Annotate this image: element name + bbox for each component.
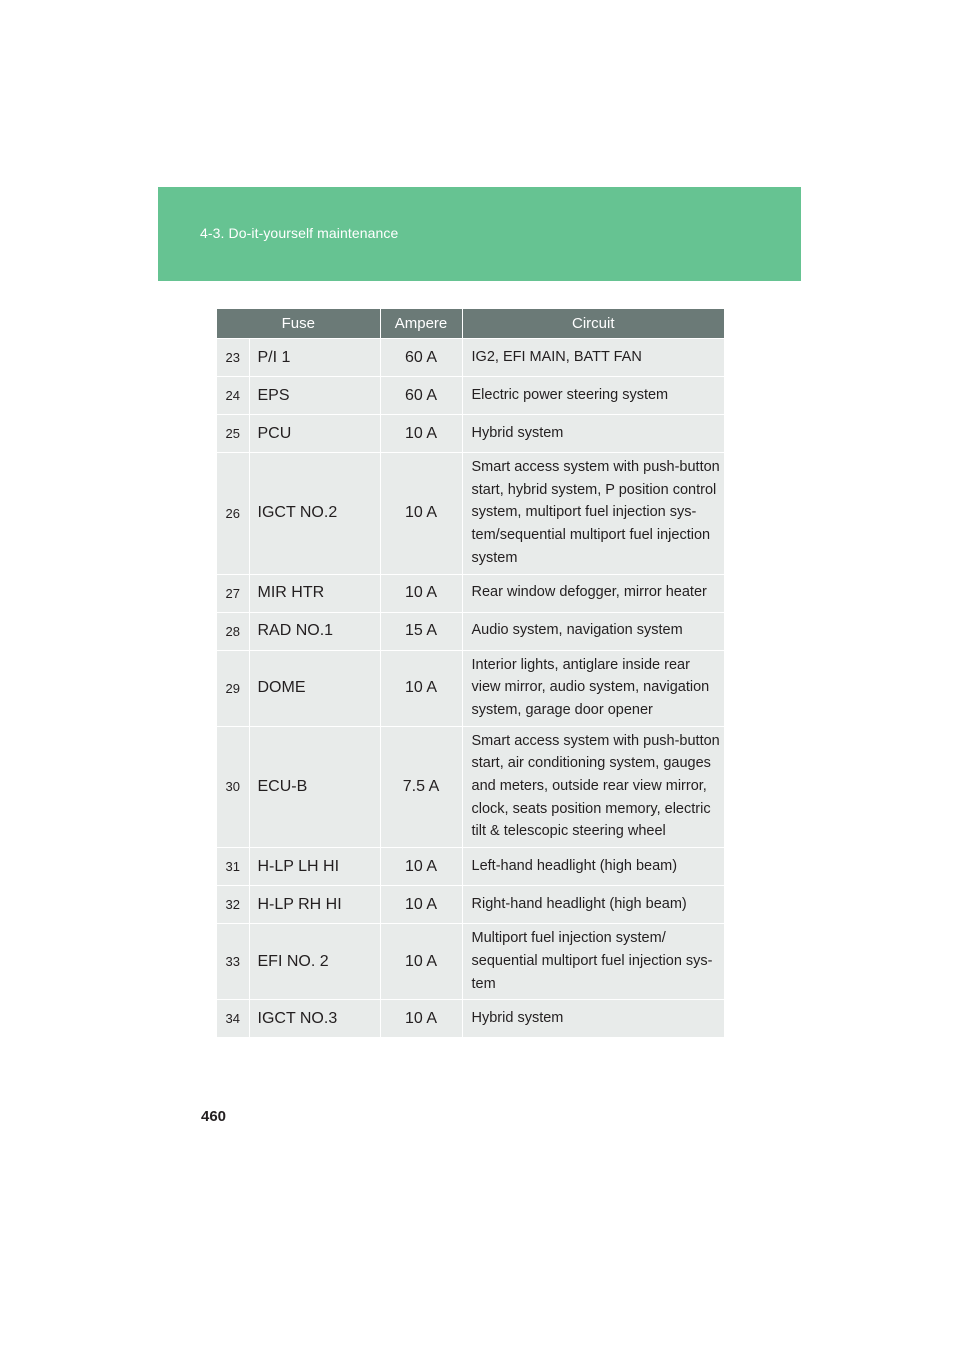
fuse-ampere: 10 A [380, 574, 462, 612]
fuse-number: 34 [217, 1000, 249, 1038]
table-row [217, 886, 724, 924]
fuse-name: EPS [249, 377, 380, 415]
fuse-number: 29 [217, 650, 249, 726]
fuse-name: RAD NO.1 [249, 612, 380, 650]
fuse-number: 31 [217, 848, 249, 886]
fuse-name: P/I 1 [249, 339, 380, 377]
fuse-circuit: Hybrid system [462, 1000, 724, 1038]
fuse-number: 23 [217, 339, 249, 377]
fuse-name: ECU-B [249, 726, 380, 848]
fuse-circuit: IG2, EFI MAIN, BATT FAN [462, 339, 724, 377]
fuse-circuit: Audio system, navigation system [462, 612, 724, 650]
fuse-ampere: 10 A [380, 453, 462, 575]
table-row [217, 612, 724, 650]
table-row [217, 415, 724, 453]
fuse-circuit: Right-hand headlight (high beam) [462, 886, 724, 924]
fuse-circuit: Interior lights, antiglare inside rear view mirror, audio system, navigation system, garage door opener [462, 650, 724, 726]
fuse-circuit: Rear window defogger, mirror heater [462, 574, 724, 612]
table-row [217, 339, 724, 377]
fuse-name: EFI NO. 2 [249, 924, 380, 1000]
fuse-name: H-LP LH HI [249, 848, 380, 886]
fuse-table [217, 309, 724, 1037]
fuse-number: 27 [217, 574, 249, 612]
section-header-band [158, 187, 801, 281]
fuse-number: 28 [217, 612, 249, 650]
page-number: 460 [201, 1108, 227, 1125]
fuse-ampere: 10 A [380, 415, 462, 453]
fuse-ampere: 15 A [380, 612, 462, 650]
fuse-name: IGCT NO.2 [249, 453, 380, 575]
fuse-number: 26 [217, 453, 249, 575]
fuse-circuit: Multiport fuel injection system/ sequential multiport fuel injection sys-tem [462, 924, 724, 1000]
fuse-name: DOME [249, 650, 380, 726]
table-row [217, 453, 724, 575]
column-header-ampere: Ampere [380, 309, 462, 339]
fuse-number: 32 [217, 886, 249, 924]
fuse-circuit: Hybrid system [462, 415, 724, 453]
fuse-number: 30 [217, 726, 249, 848]
fuse-ampere: 10 A [380, 650, 462, 726]
column-header-fuse: Fuse [217, 309, 380, 339]
table-row [217, 1000, 724, 1038]
column-header-circuit: Circuit [462, 309, 724, 339]
fuse-ampere: 10 A [380, 924, 462, 1000]
fuse-circuit: Left-hand headlight (high beam) [462, 848, 724, 886]
section-title: 4-3. Do-it-yourself maintenance [200, 225, 399, 241]
fuse-ampere: 10 A [380, 848, 462, 886]
fuse-number: 24 [217, 377, 249, 415]
fuse-number: 33 [217, 924, 249, 1000]
table-header-row [217, 309, 724, 339]
fuse-circuit: Electric power steering system [462, 377, 724, 415]
fuse-ampere: 10 A [380, 1000, 462, 1038]
fuse-ampere: 10 A [380, 886, 462, 924]
fuse-circuit: Smart access system with push-button start, air conditioning system, gauges and meters, outside rear view mirror, clock, seats position memory, electric tilt & telescopic steering wheel [462, 726, 724, 848]
table-row [217, 726, 724, 848]
table-row [217, 848, 724, 886]
table-row [217, 924, 724, 1000]
table-row [217, 574, 724, 612]
fuse-name: PCU [249, 415, 380, 453]
fuse-name: IGCT NO.3 [249, 1000, 380, 1038]
table-row [217, 377, 724, 415]
table-row [217, 650, 724, 726]
fuse-name: H-LP RH HI [249, 886, 380, 924]
fuse-number: 25 [217, 415, 249, 453]
fuse-ampere: 7.5 A [380, 726, 462, 848]
fuse-circuit: Smart access system with push-button start, hybrid system, P position control system, multiport fuel injection sys-tem/sequential multiport fuel injection system [462, 453, 724, 575]
fuse-ampere: 60 A [380, 377, 462, 415]
fuse-ampere: 60 A [380, 339, 462, 377]
fuse-name: MIR HTR [249, 574, 380, 612]
